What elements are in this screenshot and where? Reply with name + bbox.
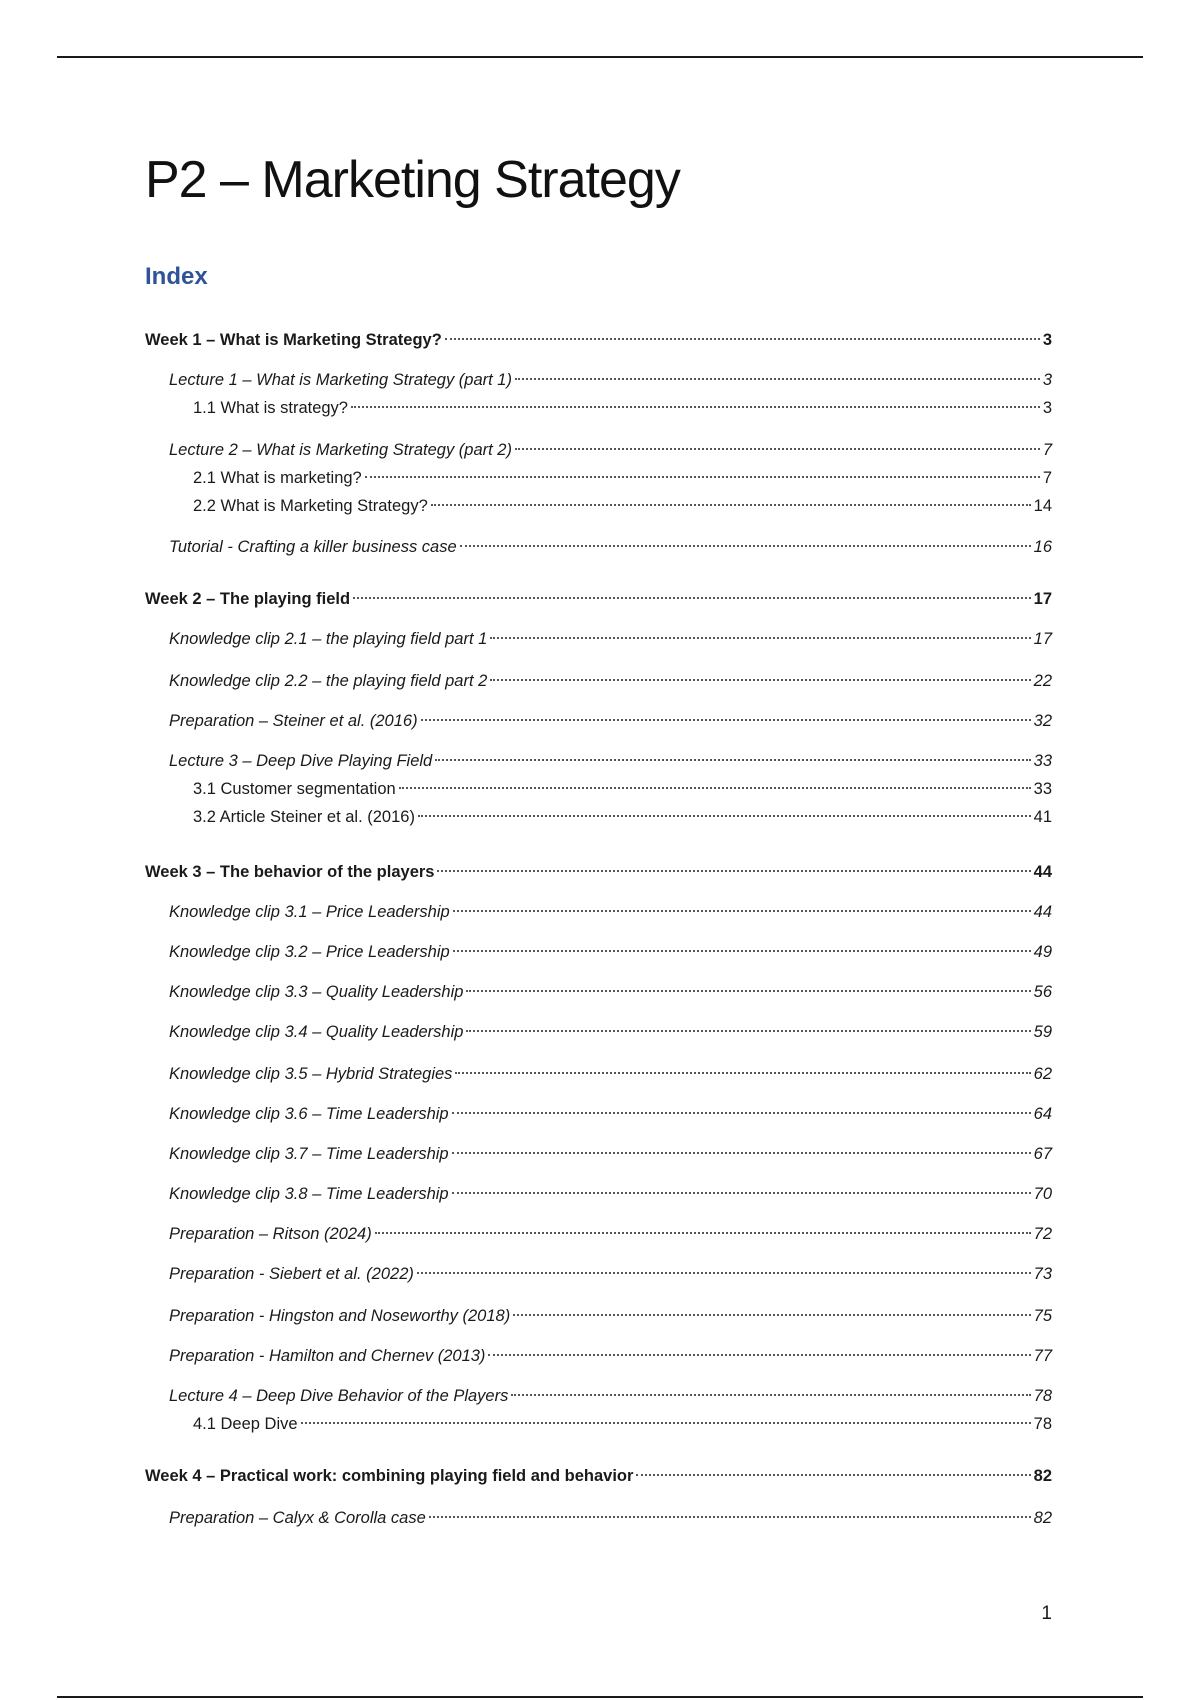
toc-entry-title: Week 3 – The behavior of the players [145,863,435,881]
toc-dot-leader [453,910,1031,912]
toc-entry-title: Knowledge clip 2.2 – the playing field part 2 [169,672,488,690]
toc-dot-leader [375,1232,1031,1234]
toc-dot-leader [488,1354,1030,1356]
toc-entry-page: 22 [1033,672,1052,690]
toc-dot-leader [437,870,1030,872]
toc-entry-page: 73 [1033,1265,1052,1283]
toc-entry-page: 49 [1033,943,1052,961]
toc-dot-leader [453,950,1031,952]
toc-entry[interactable] [169,627,1052,651]
toc-entry[interactable] [169,980,1052,1004]
toc-entry-page: 64 [1033,1105,1052,1123]
toc-dot-leader [452,1112,1031,1114]
toc-dot-leader [431,504,1031,506]
toc-entry[interactable] [169,1142,1052,1166]
toc-entry-page: 32 [1033,712,1052,730]
toc-entry[interactable] [169,1384,1052,1408]
toc-dot-leader [511,1394,1030,1396]
toc-entry[interactable] [169,1020,1052,1044]
toc-entry[interactable] [169,1304,1052,1328]
toc-entry-title: Knowledge clip 3.3 – Quality Leadership [169,983,464,1001]
toc-entry[interactable] [169,709,1052,733]
toc-entry-title: Preparation – Ritson (2024) [169,1225,372,1243]
document-title: P2 – Marketing Strategy [145,151,680,209]
toc-entry-page: 3 [1042,331,1052,349]
toc-entry-title: Knowledge clip 2.1 – the playing field part 1 [169,630,488,648]
toc-entry-title: Knowledge clip 3.6 – Time Leadership [169,1105,449,1123]
toc-dot-leader [429,1516,1031,1518]
toc-entry[interactable] [169,900,1052,924]
toc-entry-page: 56 [1033,983,1052,1001]
toc-dot-leader [365,476,1040,478]
toc-entry[interactable] [193,466,1052,490]
toc-entry-title: Tutorial - Crafting a killer business case [169,538,457,556]
toc-dot-leader [445,338,1040,340]
toc-entry-title: Knowledge clip 3.4 – Quality Leadership [169,1023,464,1041]
toc-entry[interactable] [169,535,1052,559]
toc-entry[interactable] [169,1262,1052,1286]
toc-dot-leader [515,448,1040,450]
toc-entry[interactable] [169,669,1052,693]
toc-entry[interactable] [193,396,1052,420]
toc-entry[interactable] [193,494,1052,518]
toc-entry-page: 70 [1033,1185,1052,1203]
toc-entry-title: 3.2 Article Steiner et al. (2016) [193,808,415,826]
toc-entry[interactable] [169,1102,1052,1126]
toc-dot-leader [435,759,1030,761]
toc-entry[interactable] [193,1412,1052,1436]
toc-entry-title: Week 2 – The playing field [145,590,351,608]
toc-dot-leader [513,1314,1030,1316]
toc-entry-page: 44 [1033,863,1052,881]
toc-entry[interactable] [169,940,1052,964]
toc-dot-leader [636,1474,1030,1476]
toc-entry-title: Week 1 – What is Marketing Strategy? [145,331,442,349]
toc-entry-page: 82 [1033,1509,1052,1527]
toc-entry[interactable] [169,1062,1052,1086]
toc-entry-title: Preparation – Steiner et al. (2016) [169,712,418,730]
toc-dot-leader [301,1422,1031,1424]
toc-entry[interactable] [145,587,1052,611]
toc-entry-title: Preparation - Siebert et al. (2022) [169,1265,414,1283]
toc-entry-title: 1.1 What is strategy? [193,399,348,417]
toc-entry-page: 7 [1042,441,1052,459]
toc-entry-title: Lecture 1 – What is Marketing Strategy (part 1) [169,371,512,389]
toc-entry-title: 3.1 Customer segmentation [193,780,396,798]
toc-entry-page: 14 [1033,497,1052,515]
toc-entry-page: 17 [1033,630,1052,648]
toc-dot-leader [452,1152,1031,1154]
toc-entry-title: Preparation - Hingston and Noseworthy (2018) [169,1307,511,1325]
toc-dot-leader [418,815,1031,817]
toc-entry-page: 78 [1033,1387,1052,1405]
toc-dot-leader [351,406,1040,408]
toc-entry-title: Preparation – Calyx & Corolla case [169,1509,426,1527]
toc-entry-page: 59 [1033,1023,1052,1041]
toc-dot-leader [452,1192,1031,1194]
toc-dot-leader [466,1030,1030,1032]
toc-entry[interactable] [145,860,1052,884]
toc-entry-page: 62 [1033,1065,1052,1083]
toc-entry[interactable] [169,368,1052,392]
toc-entry[interactable] [169,1182,1052,1206]
toc-entry-title: Knowledge clip 3.2 – Price Leadership [169,943,450,961]
toc-entry-page: 75 [1033,1307,1052,1325]
toc-dot-leader [455,1072,1030,1074]
toc-entry[interactable] [193,805,1052,829]
toc-entry-title: 2.2 What is Marketing Strategy? [193,497,428,515]
toc-dot-leader [353,597,1031,599]
toc-dot-leader [417,1272,1031,1274]
toc-entry-page: 33 [1033,780,1052,798]
toc-entry[interactable] [169,1344,1052,1368]
toc-dot-leader [466,990,1030,992]
toc-entry-page: 44 [1033,903,1052,921]
toc-dot-leader [490,679,1030,681]
toc-entry[interactable] [169,749,1052,773]
toc-entry[interactable] [145,1464,1052,1488]
toc-entry-page: 3 [1042,371,1052,389]
toc-entry[interactable] [145,328,1052,352]
toc-entry[interactable] [169,1506,1052,1530]
toc-entry-title: Lecture 2 – What is Marketing Strategy (part 2) [169,441,512,459]
toc-dot-leader [515,378,1040,380]
toc-entry-page: 17 [1033,590,1052,608]
toc-entry-title: Lecture 4 – Deep Dive Behavior of the Players [169,1387,509,1405]
toc-entry-page: 7 [1042,469,1052,487]
toc-entry-title: Knowledge clip 3.7 – Time Leadership [169,1145,449,1163]
toc-entry-page: 41 [1033,808,1052,826]
page-number: 1 [1041,1603,1052,1624]
toc-entry-title: 2.1 What is marketing? [193,469,362,487]
toc-entry-page: 77 [1033,1347,1052,1365]
index-heading: Index [145,263,208,290]
toc-entry-page: 3 [1042,399,1052,417]
toc-entry-page: 67 [1033,1145,1052,1163]
toc-entry-title: Knowledge clip 3.8 – Time Leadership [169,1185,449,1203]
toc-dot-leader [460,545,1031,547]
toc-dot-leader [421,719,1031,721]
toc-entry-page: 82 [1033,1467,1052,1485]
toc-entry-title: Knowledge clip 3.5 – Hybrid Strategies [169,1065,453,1083]
footer-rule [57,1696,1143,1698]
toc-entry-page: 33 [1033,752,1052,770]
toc-entry-title: Knowledge clip 3.1 – Price Leadership [169,903,450,921]
toc-dot-leader [490,637,1030,639]
toc-entry[interactable] [169,1222,1052,1246]
toc-entry[interactable] [169,438,1052,462]
toc-entry-title: Preparation - Hamilton and Chernev (2013) [169,1347,486,1365]
toc-entry-title: 4.1 Deep Dive [193,1415,298,1433]
toc-entry-page: 16 [1033,538,1052,556]
toc-entry[interactable] [193,777,1052,801]
toc-dot-leader [399,787,1031,789]
toc-entry-title: Lecture 3 – Deep Dive Playing Field [169,752,433,770]
toc-entry-page: 72 [1033,1225,1052,1243]
toc-entry-page: 78 [1033,1415,1052,1433]
toc-entry-title: Week 4 – Practical work: combining playing field and behavior [145,1467,634,1485]
